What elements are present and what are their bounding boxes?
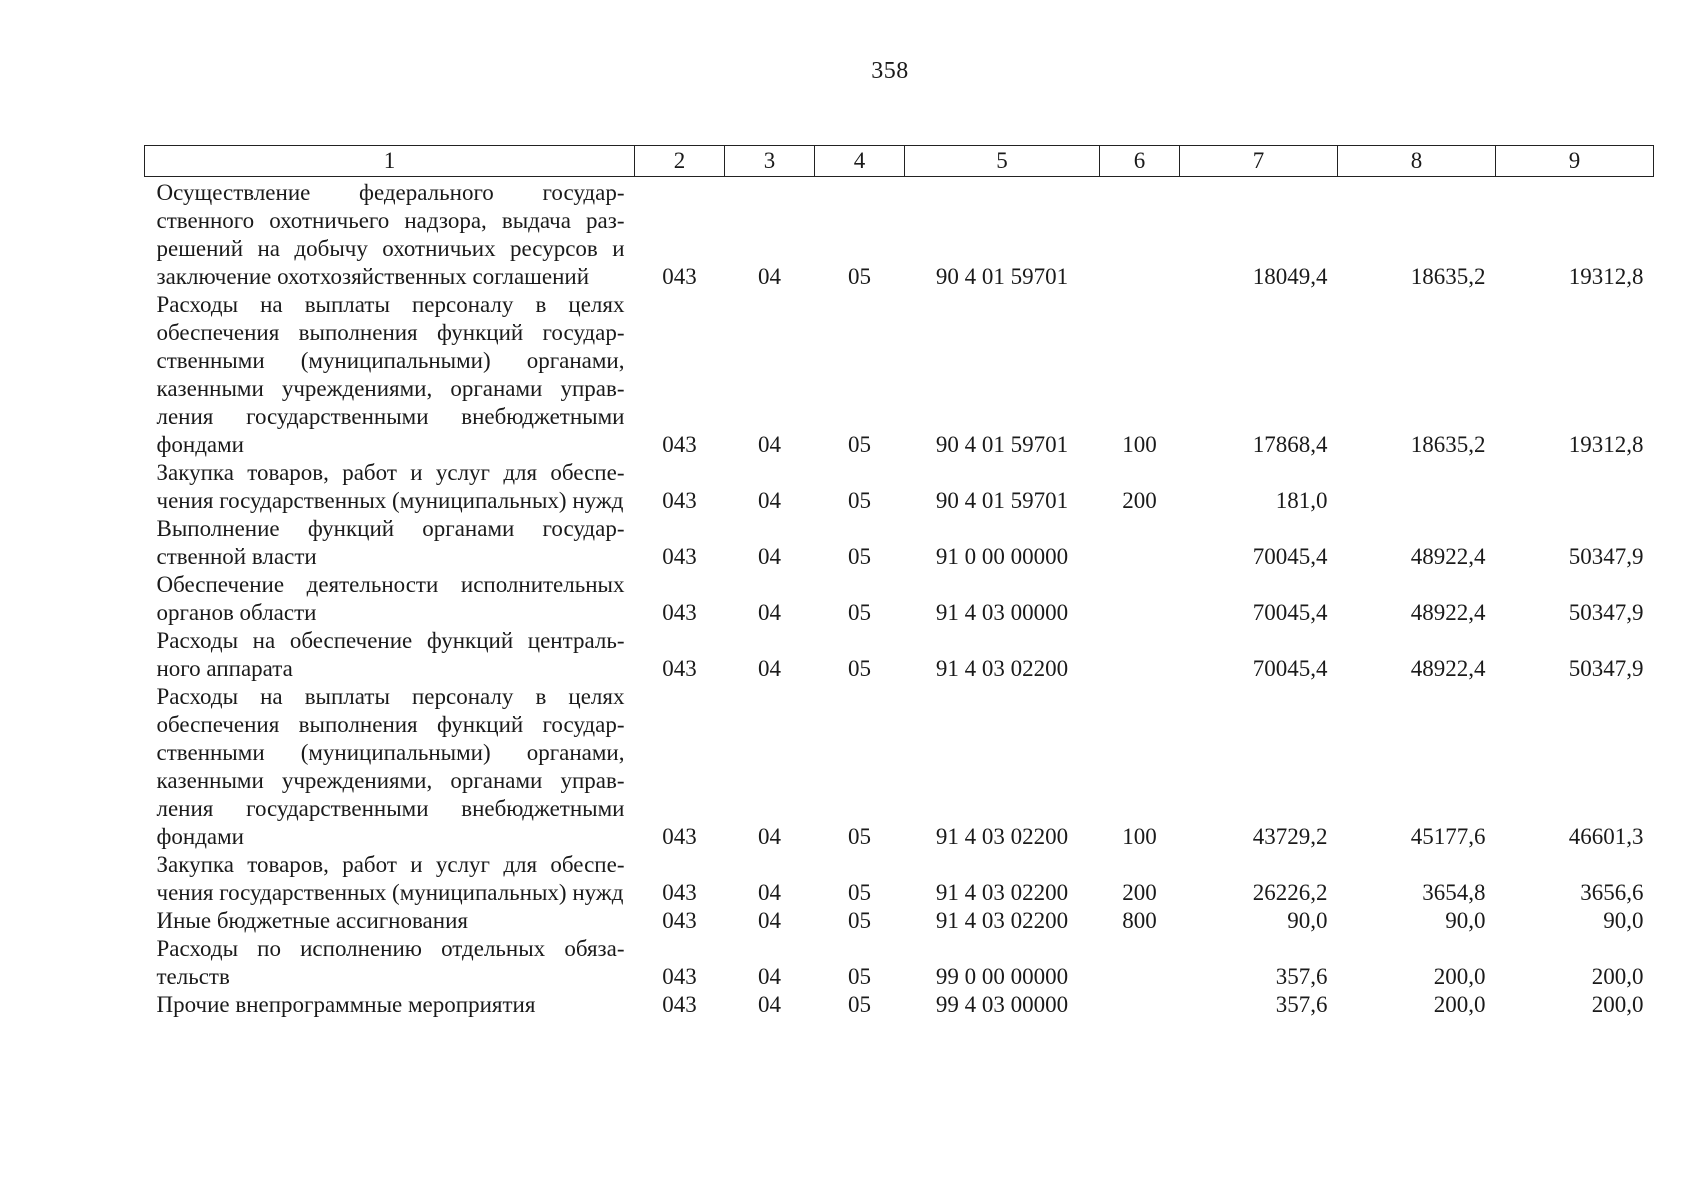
amount-year-2: 200,0 [1433,992,1486,1017]
amount-year-2: 48922,4 [1410,656,1486,681]
column-header-9: 9 [1496,146,1654,177]
column-header-4: 4 [815,146,905,177]
row-description: Обеспечение деятельности исполнительных органов области [156,572,625,625]
grbs-code: 043 [662,656,697,681]
column-header-3: 3 [725,146,815,177]
target-article-code: 99 4 03 00000 [935,992,1069,1017]
section-code: 04 [758,656,781,681]
amount-year-3: 90,0 [1603,908,1644,933]
table-row [145,935,1654,991]
section-code: 04 [758,488,781,513]
row-description: Иные бюджетные ассигнования [156,908,468,933]
amount-year-3: 50347,9 [1568,656,1644,681]
expense-type-code [1100,177,1180,292]
amount-year-3: 3656,6 [1580,880,1644,905]
expense-type-code [1100,935,1180,991]
amount-year-1: 357,6 [1275,964,1328,989]
table-row [145,291,1654,459]
table-row [145,851,1654,907]
row-description: Расходы на выплаты персоналу в целях обеспечения выполнения функций государственными (муниципальными) органами, казенными учреждениями, органами управления государственными внебюджетными фондами [156,684,625,849]
amount-year-2 [1338,459,1496,515]
grbs-code: 043 [662,264,697,289]
subsection-code: 05 [848,600,871,625]
row-description: Расходы на обеспечение функций центрального аппарата [156,628,625,681]
expense-type-code [1100,571,1180,627]
budget-table [144,145,1654,1019]
expense-type-code [1100,627,1180,683]
amount-year-3: 19312,8 [1568,264,1644,289]
subsection-code: 05 [848,656,871,681]
table-row [145,177,1654,292]
amount-year-3: 200,0 [1591,992,1644,1017]
grbs-code: 043 [662,824,697,849]
subsection-code: 05 [848,880,871,905]
target-article-code: 91 0 00 00000 [935,544,1069,569]
amount-year-2: 45177,6 [1410,824,1486,849]
header-row [145,146,1654,177]
row-description: Закупка товаров, работ и услуг для обеспечения государственных (муниципальных) нужд [156,460,625,513]
amount-year-1: 26226,2 [1252,880,1328,905]
column-header-7: 7 [1180,146,1338,177]
target-article-code: 91 4 03 02200 [935,880,1069,905]
subsection-code: 05 [848,264,871,289]
row-description: Осуществление федерального государственного охотничьего надзора, выдача разрешений на добычу охотничьих ресурсов и заключение охотхозяйственных соглашений [156,180,625,289]
subsection-code: 05 [848,488,871,513]
amount-year-2: 90,0 [1445,908,1486,933]
section-code: 04 [758,908,781,933]
target-article-code: 91 4 03 02200 [935,656,1069,681]
section-code: 04 [758,600,781,625]
table-row [145,459,1654,515]
expense-type-code: 200 [1122,488,1157,513]
target-article-code: 90 4 01 59701 [935,264,1069,289]
section-code: 04 [758,992,781,1017]
grbs-code: 043 [662,880,697,905]
target-article-code: 91 4 03 02200 [935,824,1069,849]
amount-year-1: 70045,4 [1252,544,1328,569]
amount-year-2: 18635,2 [1410,432,1486,457]
amount-year-1: 90,0 [1287,908,1328,933]
row-description: Прочие внепрограммные мероприятия [156,992,536,1017]
table-body [145,177,1654,1020]
column-header-2: 2 [635,146,725,177]
expense-type-code [1100,515,1180,571]
table-row [145,683,1654,851]
amount-year-1: 357,6 [1275,992,1328,1017]
grbs-code: 043 [662,432,697,457]
amount-year-1: 43729,2 [1252,824,1328,849]
target-article-code: 91 4 03 00000 [935,600,1069,625]
grbs-code: 043 [662,964,697,989]
amount-year-2: 48922,4 [1410,544,1486,569]
grbs-code: 043 [662,600,697,625]
row-description: Закупка товаров, работ и услуг для обеспечения государственных (муниципальных) нужд [156,852,625,905]
amount-year-3: 19312,8 [1568,432,1644,457]
subsection-code: 05 [848,824,871,849]
grbs-code: 043 [662,488,697,513]
table-row [145,907,1654,935]
amount-year-3: 50347,9 [1568,600,1644,625]
expense-type-code [1100,991,1180,1019]
target-article-code: 90 4 01 59701 [935,432,1069,457]
target-article-code: 99 0 00 00000 [935,964,1069,989]
column-header-8: 8 [1338,146,1496,177]
subsection-code: 05 [848,544,871,569]
expense-type-code: 100 [1122,432,1157,457]
expense-type-code: 100 [1122,824,1157,849]
amount-year-1: 70045,4 [1252,600,1328,625]
row-description: Расходы на выплаты персоналу в целях обеспечения выполнения функций государственными (муниципальными) органами, казенными учреждениями, органами управления государственными внебюджетными фондами [156,292,625,457]
section-code: 04 [758,880,781,905]
subsection-code: 05 [848,964,871,989]
grbs-code: 043 [662,908,697,933]
amount-year-1: 17868,4 [1252,432,1328,457]
table-row [145,515,1654,571]
amount-year-2: 48922,4 [1410,600,1486,625]
amount-year-3: 200,0 [1591,964,1644,989]
section-code: 04 [758,824,781,849]
section-code: 04 [758,964,781,989]
subsection-code: 05 [848,908,871,933]
expense-type-code: 800 [1122,908,1157,933]
page-number: 358 [871,58,909,84]
row-description: Выполнение функций органами государственной власти [156,516,625,569]
subsection-code: 05 [848,432,871,457]
amount-year-2: 200,0 [1433,964,1486,989]
column-header-6: 6 [1100,146,1180,177]
amount-year-3 [1496,459,1654,515]
section-code: 04 [758,544,781,569]
amount-year-2: 3654,8 [1422,880,1486,905]
table-row [145,627,1654,683]
expense-type-code: 200 [1122,880,1157,905]
section-code: 04 [758,264,781,289]
amount-year-1: 70045,4 [1252,656,1328,681]
grbs-code: 043 [662,544,697,569]
table-row [145,991,1654,1019]
row-description: Расходы по исполнению отдельных обязательств [156,936,625,989]
table-row [145,571,1654,627]
target-article-code: 91 4 03 02200 [935,908,1069,933]
amount-year-1: 18049,4 [1252,264,1328,289]
amount-year-3: 46601,3 [1568,824,1644,849]
grbs-code: 043 [662,992,697,1017]
column-header-5: 5 [905,146,1100,177]
column-header-1: 1 [145,146,635,177]
amount-year-2: 18635,2 [1410,264,1486,289]
amount-year-3: 50347,9 [1568,544,1644,569]
target-article-code: 90 4 01 59701 [935,488,1069,513]
amount-year-1: 181,0 [1275,488,1328,513]
subsection-code: 05 [848,992,871,1017]
section-code: 04 [758,432,781,457]
